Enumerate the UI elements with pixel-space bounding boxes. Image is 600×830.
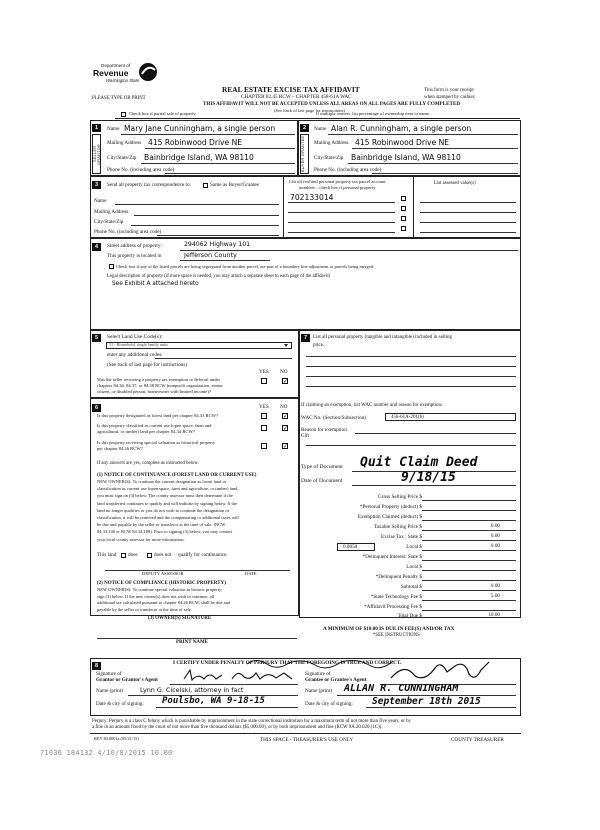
seller-city[interactable]: Bainbridge Island, WA 98110 [144, 153, 254, 162]
receipt-note2: when stamped by cashier. [424, 95, 476, 100]
tech-fee-value: 5.00 [490, 593, 500, 599]
exemption-q1: Was the seller receiving a property tax exemption or deferral under [97, 377, 221, 382]
delinq-local-label: Local $ [406, 564, 422, 570]
exemption-q2: chapters 84.36, 84.37, or 84.38 RCW (nonprofit organization, senior [97, 383, 223, 388]
notice-text-line: payable by the seller or transferor at the time of sale. [97, 606, 192, 612]
document-type[interactable]: Quit Claim Deed [360, 455, 478, 470]
deputy-assessor-label: DEPUTY ASSESSOR [142, 571, 184, 576]
buyer-tab: BUYER GRANTEE [300, 134, 309, 174]
does-not-label: does not [154, 552, 172, 558]
section6-yes: YES [259, 404, 269, 410]
section-8-number: 8 [92, 662, 101, 670]
grantee-name-label: Name (print) [305, 688, 332, 694]
personal-property-checkbox-2[interactable] [401, 206, 406, 211]
notice-text-line: sign (3) below. If the new owner(s) does not wish to continue, all [97, 593, 215, 599]
wac-value: 458-61A-201(b) [391, 415, 424, 420]
total-label: Total Due $ [397, 613, 422, 619]
notice-text-line: you must sign on (3) below. The county assessor must then determine if the [97, 493, 233, 499]
local-rate: 0.0050 [343, 544, 358, 550]
legal-description-label: Legal description of property (if more space is needed, you may attach a separate sheet to each page of the affidavit) [107, 274, 331, 279]
personal-property-checkbox-1[interactable] [401, 196, 406, 201]
delinq-interest-label: *Delinquent Interest: State $ [362, 554, 422, 560]
section-7-number: 7 [301, 334, 310, 342]
document-date[interactable]: 9/18/15 [401, 470, 456, 485]
if-yes-note: If any answers are yes, complete as instructed below. [97, 461, 199, 466]
seller-mailing-label: Mailing Address [107, 140, 142, 146]
grantee-signature[interactable] [385, 658, 495, 684]
perjury-line1: Perjury: Perjury is a class C felony which is punishable by imprisonment in the state correctional institution for a maximum term of not more than five years, or by [92, 719, 412, 724]
agency-line2: Revenue [93, 68, 129, 78]
located-in-label: This property is located in [107, 253, 162, 259]
personal-property-label1: List all personal property (tangible and intangible) included in selling [313, 335, 452, 340]
notice-text-line: classification, it will be removed and the compensating or additional taxes will [97, 515, 239, 520]
agency-line3: Washington State [106, 78, 139, 83]
same-as-buyer-label: Same as Buyer/Grantee [210, 182, 259, 188]
grantor-date-label: Date & city of signing: [96, 701, 144, 707]
seller-tab: SELLER GRANTOR [92, 134, 101, 174]
seller-city-label: City/State/Zip [107, 155, 137, 161]
forest-no-checkbox[interactable]: ✓ [283, 413, 289, 420]
notice-text-line: be due and payable by the seller or transferor at the time of sale. (RCW [97, 522, 226, 528]
does-checkbox[interactable] [121, 553, 126, 558]
partial-sale-label: Check box if partial sale of property [129, 111, 196, 116]
notice-text-line: your local county assessor for more information. [97, 536, 185, 542]
delinq-penalty-label: *Delinquent Penalty $ [375, 574, 422, 580]
county-treasurer: COUNTY TREASURER [451, 737, 504, 743]
parcel-list-label1: List all real and personal property tax parcel account [289, 179, 386, 184]
parcel-number[interactable]: 702133014 [290, 193, 334, 202]
notice-text-line: land transferred continues to qualify and will indicate by signing below. If the [97, 500, 238, 506]
receipt-stamp: 71036 184132 4/10/8/2015 10:00 [40, 749, 173, 757]
grantee-date[interactable]: September 18th 2015 [372, 696, 481, 707]
minimum-note: A MINIMUM OF $10.00 IS DUE IN FEE(S) AND/OR TAX [323, 626, 455, 632]
notice-text-line: NEW OWNER(S): To continue special valuation as historic property, [97, 587, 223, 592]
owner-signature-label: (3) OWNER(S) SIGNATURE [148, 616, 212, 621]
date-label: DATE [245, 571, 257, 576]
notice-text-line: NEW OWNER(S): To continue the current designation as forest land or [97, 479, 227, 484]
see-back: (See back of last page for instructions) [274, 108, 345, 113]
current-use-no-checkbox[interactable]: ✓ [283, 425, 289, 432]
buyer-phone-label: Phone No. (including area code) [314, 167, 382, 173]
chapter-line: CHAPTER 82.45 RCW – CHAPTER 458-61A WAC [241, 94, 352, 100]
form-title: REAL ESTATE EXCISE TAX AFFIDAVIT [222, 85, 360, 94]
tech-fee-label: *State Technology Fee $ [370, 594, 422, 600]
buyer-city-label: City/State/Zip [314, 155, 344, 161]
section6-no: NO [280, 404, 288, 410]
does-label: does [128, 552, 138, 558]
grantor-sig-label1: Signature of [96, 671, 122, 677]
notice-text-line: 84.33.140 or RCW 84.34.108). Prior to signing (3) below, you may contact [97, 529, 233, 535]
section3-phone-label: Phone No. (including area code) [94, 229, 162, 235]
section3-mailing-label: Mailing Address [94, 209, 129, 215]
section-1-number: 1 [92, 124, 101, 132]
same-as-buyer-checkbox[interactable] [203, 183, 208, 188]
qualify-label: qualify for continuance. [178, 552, 228, 558]
buyer-mailing[interactable]: 415 Robinwood Drive NE [355, 138, 450, 147]
notice-text-line: classification as current use (open space, farm and agriculture, or timber) land, [97, 486, 239, 492]
grantee-sig-label1: Signature of [305, 671, 331, 677]
grantor-name[interactable]: Lynn G. Cicelski, attorney in fact [140, 686, 244, 694]
legal-description[interactable]: See Exhibit A attached hereto [112, 281, 199, 287]
grantee-date-label: Date & city of signing: [305, 701, 353, 707]
send-correspondence-label: Send all property tax correspondence to: [107, 182, 191, 188]
land-does-label: This land [97, 552, 117, 558]
section-5-number: 5 [92, 334, 101, 342]
document-date-label: Date of Document [301, 478, 343, 484]
grantee-name[interactable]: ALLAN R. CUNNINGHAM [344, 683, 459, 694]
processing-fee-label: *Affidavit Processing Fee $ [364, 604, 422, 610]
perjury-line2: a fine in an amount fixed by the court of not more than five thousand dollars ($5,000.00), or by both imprisonment and fine (RCW 9A.20.020 (1C)). [92, 725, 383, 730]
section5-yes: YES [259, 369, 269, 375]
rev-number: REV 84 0001a (05/21/15) [94, 736, 139, 741]
historic-yes-checkbox[interactable] [261, 443, 267, 449]
section-6-number: 6 [92, 404, 101, 412]
street-address-label: Street address of property: [107, 243, 162, 249]
excise-state-value: 0.00 [490, 533, 500, 539]
personal-label: *Personal Property (deduct) $ [359, 504, 422, 510]
subtotal-value: 0.00 [490, 583, 500, 589]
section5-see-back: (See back of last page for instructions) [107, 362, 188, 368]
buyer-city[interactable]: Bainbridge Island, WA 98110 [351, 153, 461, 162]
warning-line: THIS AFFIDAVIT WILL NOT BE ACCEPTED UNLESS ALL AREAS ON ALL PAGES ARE FULLY COMPLETED [203, 101, 461, 107]
forest-land-q: Is this property designated as forest land per chapter 84.33 RCW? [97, 413, 219, 418]
document-type-label: Type of Document [301, 464, 343, 470]
see-instructions: *SEE INSTRUCTIONS [373, 633, 420, 638]
section3-name-label: Name [94, 198, 107, 204]
partial-sale-checkbox[interactable] [121, 112, 126, 117]
assessed-value-label: List assessed value(s) [434, 181, 476, 186]
section-4-number: 4 [92, 243, 101, 251]
forest-yes-checkbox[interactable] [261, 413, 267, 419]
land-use-label: Select Land Use Code(s): [107, 334, 163, 340]
multiple-owners-note: If multiple owners, list percentage of ownership next to name. [316, 111, 431, 116]
section5-no: NO [280, 369, 288, 375]
personal-property-checkbox-3[interactable] [401, 216, 406, 221]
personal-property-checkbox-4[interactable] [401, 226, 406, 231]
grantee-sig-label2: Grantee or Grantee's Agent [305, 677, 367, 683]
agency-line1: Department of [101, 63, 131, 68]
print-name-label: PRINT NAME [176, 640, 208, 645]
please-type: PLEASE TYPE OR PRINT [92, 96, 146, 101]
dropdown-arrow-icon [284, 344, 288, 347]
current-use-q1: Is this property classified as current use (open space, farm and [97, 423, 212, 428]
buyer-name[interactable]: Alan R. Cunningham, a single person [331, 124, 472, 133]
receipt-note1: This form is your receipt [424, 88, 474, 93]
land-use-value: 11 - Household, single family units [109, 342, 168, 347]
street-address[interactable]: 294062 Highway 101 [184, 241, 251, 248]
section-2-number: 2 [300, 124, 309, 132]
notice-text-line: additional tax calculated pursuant to chapter 84.26 RCW, shall be due and [97, 600, 231, 606]
grantor-name-label: Name (print) [96, 688, 123, 694]
revenue-logo [92, 58, 162, 94]
section3-city-label: City/State/Zip [94, 219, 124, 225]
historic-no-checkbox[interactable]: ✓ [283, 443, 289, 450]
grantor-sig-label2: Grantor or Grantor's Agent [96, 677, 158, 683]
excise-state-label: Excise Tax : State $ [380, 534, 422, 540]
notice-text-line: land no longer qualifies or you do not wish to continue the designation or [97, 507, 230, 513]
reason-label: Reason for exemption [301, 427, 347, 433]
county[interactable]: Jefferson County [184, 251, 237, 259]
certify-statement: I CERTIFY UNDER PENALTY OF PERJURY THAT THE FOREGOING IS TRUE AND CORRECT. [173, 660, 402, 666]
buyer-name-label: Name [314, 126, 327, 132]
total-value: 10.00 [488, 612, 500, 618]
additional-codes-label: enter any additional codes: [107, 352, 163, 358]
segregating-label: Check box if any of the listed parcels are being segregated from another parcel, are part of a boundary line adjustment or parcels being merged. [116, 264, 375, 269]
compliance-title: (2) NOTICE OF COMPLIANCE (HISTORIC PROPERTY) [97, 581, 226, 586]
wac-label: WAC No. (Section/Subsection) [301, 415, 366, 421]
section-3-number: 3 [92, 181, 101, 189]
seller-phone-label: Phone No. (including area code) [107, 167, 175, 173]
exemption-q3: citizen, or disabled person, homeowner with limited income)? [97, 389, 211, 394]
personal-property-label2: price. [313, 343, 325, 348]
exemption-yes-checkbox[interactable] [261, 378, 267, 384]
reason-value[interactable]: Gift [301, 434, 310, 439]
grantor-date[interactable]: Poulsbo, WA 9-18-15 [162, 696, 265, 706]
exemption-claimed-label: Exemption Claimed (deduct) $ [357, 514, 422, 520]
taxable-label: Taxable Selling Price $ [373, 524, 422, 530]
claiming-exemption-label: If claiming an exemption, list WAC number and reason for exemption: [301, 403, 443, 408]
local-label: Local $ [406, 544, 422, 550]
current-use-q2: agricultural, or timber) land per chapter 84.34 RCW? [97, 429, 195, 434]
buyer-mailing-label: Mailing Address [314, 140, 349, 146]
grantor-signature[interactable] [180, 667, 300, 683]
seller-mailing[interactable]: 415 Robinwood Drive NE [148, 138, 243, 147]
gross-label: Gross Selling Price $ [378, 494, 422, 500]
parcel-list-label2: numbers – check box if personal property [299, 185, 376, 190]
local-value: 0.00 [490, 543, 500, 549]
treasurer-space: THIS SPACE - TREASURER'S USE ONLY [260, 737, 354, 743]
seller-name[interactable]: Mary Jane Cunningham, a single person [124, 124, 276, 133]
exemption-no-checkbox[interactable]: ✓ [283, 378, 289, 385]
seller-name-label: Name [107, 126, 120, 132]
continuance-title: (1) NOTICE OF CONTINUANCE (FOREST LAND OR CURRENT USE) [97, 473, 257, 478]
historic-q2: per chapter 84.26 RCW? [97, 446, 143, 451]
does-not-checkbox[interactable] [147, 553, 152, 558]
current-use-yes-checkbox[interactable] [261, 425, 267, 431]
taxable-value: 0.00 [490, 523, 500, 529]
segregated-checkbox[interactable] [109, 264, 114, 269]
subtotal-label: Subtotal $ [400, 584, 422, 590]
historic-q1: Is this property receiving special valuation as historical property [97, 440, 216, 445]
